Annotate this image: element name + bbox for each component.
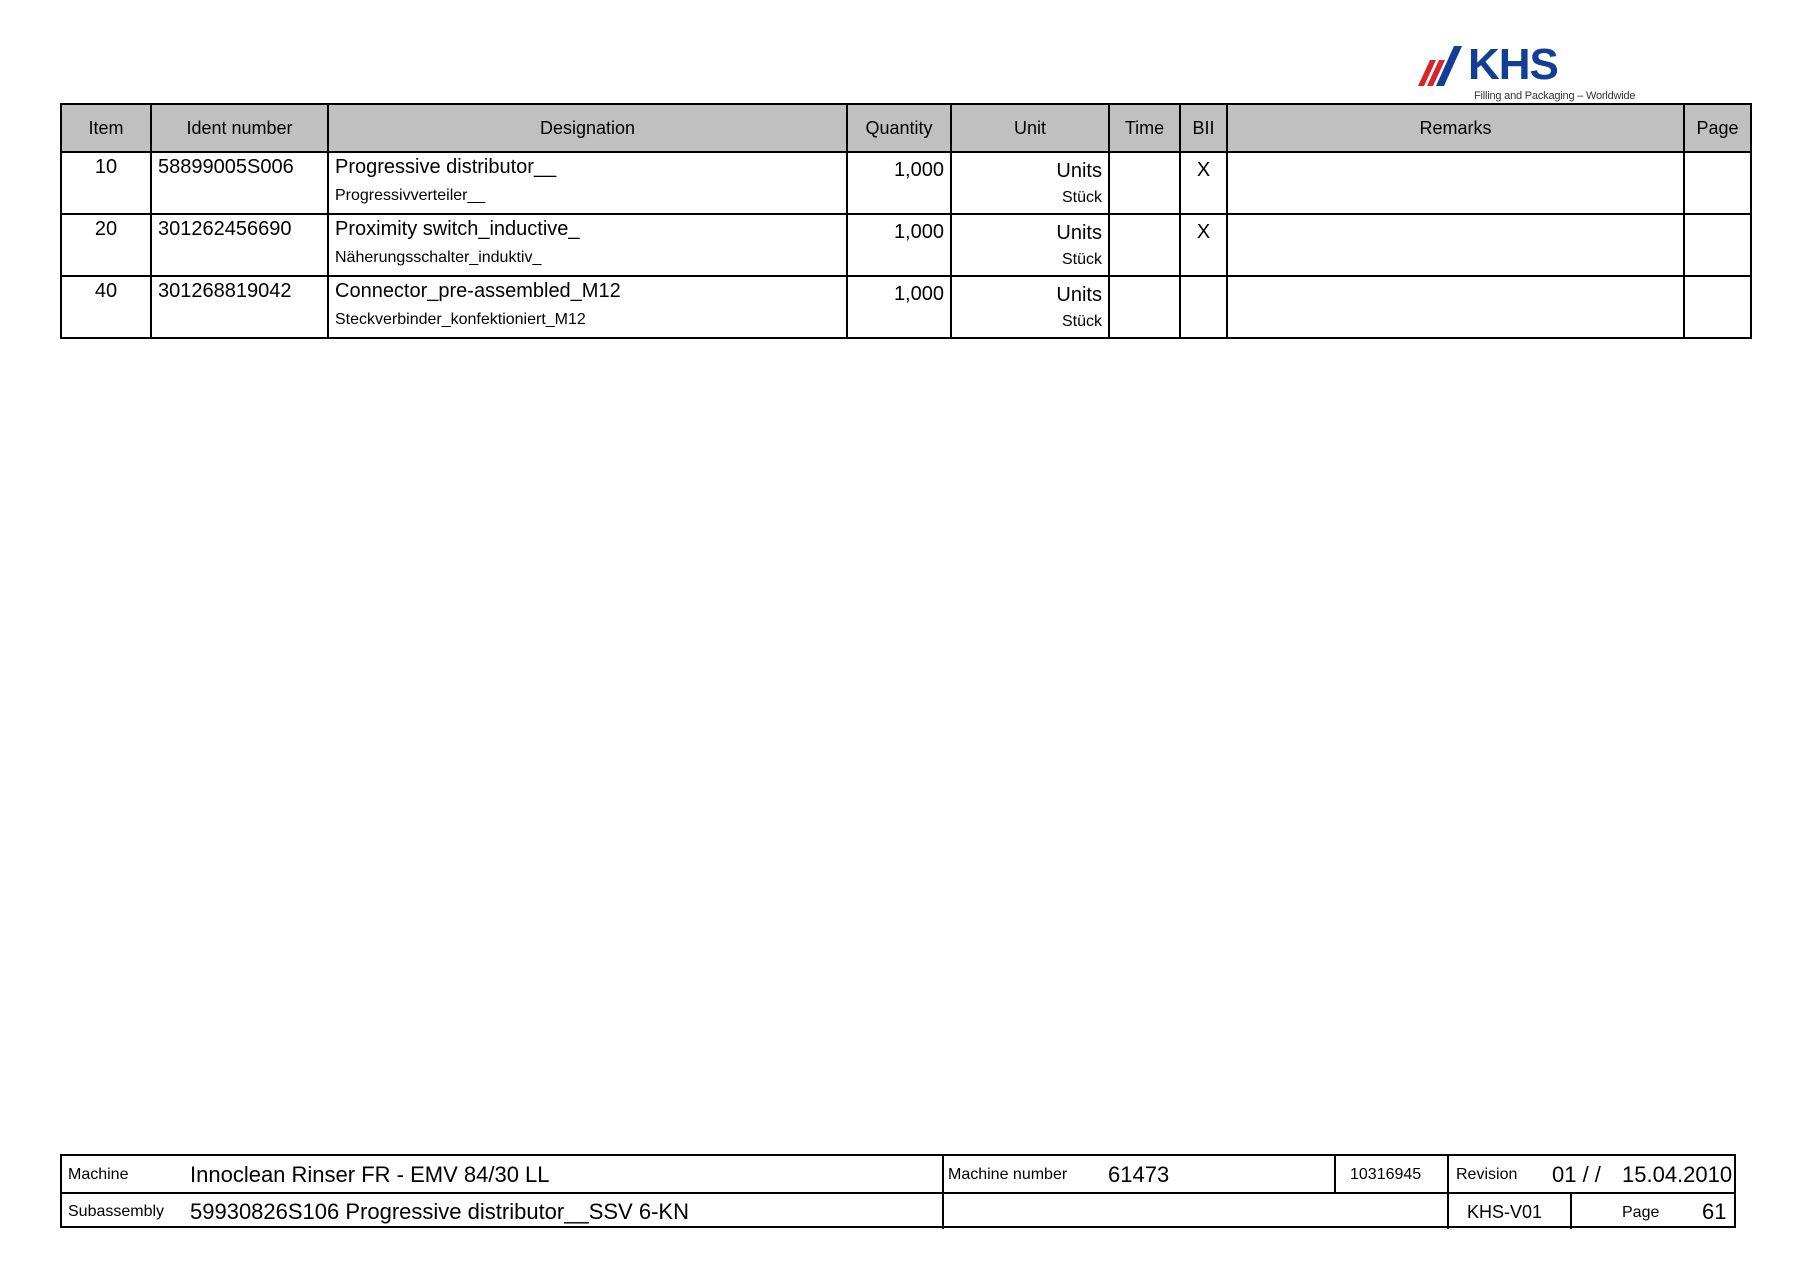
- table-row: [61, 152, 1751, 214]
- time-cell: [1109, 214, 1180, 276]
- logo-wordmark: KHS: [1468, 40, 1558, 89]
- designation-german: Progressivverteiler__: [335, 187, 486, 204]
- page-cell: [1684, 214, 1751, 276]
- designation-cell: [328, 152, 847, 214]
- standard-code: KHS-V01: [1467, 1202, 1543, 1222]
- unit-cell: [951, 214, 1109, 276]
- divider: [1334, 1156, 1336, 1192]
- column-header-time: Time: [1109, 104, 1180, 152]
- logo-tagline: Filling and Packaging – Worldwide: [1474, 90, 1636, 102]
- revision-date: 15.04.2010: [1622, 1162, 1733, 1187]
- khs-logo-mark-icon: [1418, 44, 1468, 86]
- unit-cell: [951, 152, 1109, 214]
- unit-cell: [951, 276, 1109, 338]
- divider: [1447, 1156, 1449, 1192]
- divider: [1570, 1193, 1572, 1229]
- khs-logo: [1418, 38, 1636, 104]
- revision-label: Revision: [1456, 1166, 1518, 1183]
- title-block: [60, 1154, 1736, 1228]
- column-header-ident-number: Ident number: [151, 104, 328, 152]
- column-header-remarks: Remarks: [1227, 104, 1684, 152]
- bii-cell: [1180, 276, 1227, 338]
- item-cell: 20: [61, 214, 151, 276]
- subassembly-label: Subassembly: [68, 1203, 165, 1220]
- divider: [942, 1193, 944, 1229]
- quantity-cell: 1,000: [847, 276, 951, 338]
- page-label: Page: [1622, 1204, 1660, 1221]
- unit-english: Units: [1056, 160, 1102, 182]
- time-cell: [1109, 152, 1180, 214]
- designation-english: Progressive distributor__: [335, 156, 557, 178]
- designation-english: Connector_pre-assembled_M12: [335, 280, 621, 302]
- column-header-quantity: Quantity: [847, 104, 951, 152]
- bii-cell: X: [1180, 214, 1227, 276]
- column-header-page: Page: [1684, 104, 1751, 152]
- time-cell: [1109, 276, 1180, 338]
- machine-value: Innoclean Rinser FR - EMV 84/30 LL: [190, 1162, 550, 1187]
- unit-german: Stück: [1061, 251, 1102, 268]
- designation-cell: [328, 214, 847, 276]
- column-header-bii: BII: [1180, 104, 1227, 152]
- column-header-unit: Unit: [951, 104, 1109, 152]
- item-cell: 40: [61, 276, 151, 338]
- designation-english: Proximity switch_inductive_: [335, 218, 580, 240]
- revision-value: 01 / /: [1552, 1162, 1601, 1187]
- bii-cell: X: [1180, 152, 1227, 214]
- ident-number-cell: 58899005S006: [151, 152, 328, 214]
- remarks-cell: [1227, 152, 1684, 214]
- machine-number-label: Machine number: [948, 1166, 1068, 1183]
- machine-label: Machine: [68, 1166, 129, 1183]
- page-cell: [1684, 152, 1751, 214]
- quantity-cell: 1,000: [847, 214, 951, 276]
- divider: [1447, 1193, 1449, 1229]
- subassembly-value: 59930826S106 Progressive distributor__SSV 6-KN: [190, 1199, 689, 1224]
- item-cell: 10: [61, 152, 151, 214]
- designation-cell: [328, 276, 847, 338]
- designation-german: Steckverbinder_konfektioniert_M12: [335, 311, 586, 328]
- parts-list-table: [60, 103, 1752, 339]
- column-header-designation: Designation: [328, 104, 847, 152]
- title-block-row-machine: [62, 1156, 1734, 1194]
- page-cell: [1684, 276, 1751, 338]
- table-row: [61, 276, 1751, 338]
- machine-number-value: 61473: [1108, 1162, 1170, 1187]
- unit-english: Units: [1056, 284, 1102, 306]
- unit-english: Units: [1056, 222, 1102, 244]
- designation-german: Näherungsschalter_induktiv_: [335, 249, 542, 266]
- remarks-cell: [1227, 276, 1684, 338]
- ident-number-cell: 301262456690: [151, 214, 328, 276]
- table-row: [61, 214, 1751, 276]
- column-header-item: Item: [61, 104, 151, 152]
- page-number: 61: [1702, 1199, 1727, 1224]
- unit-german: Stück: [1061, 189, 1102, 206]
- ident-number-cell: 301268819042: [151, 276, 328, 338]
- title-block-row-subassembly: [62, 1193, 1734, 1229]
- quantity-cell: 1,000: [847, 152, 951, 214]
- table-header-row: [61, 104, 1751, 152]
- document-number: 10316945: [1350, 1166, 1422, 1183]
- remarks-cell: [1227, 214, 1684, 276]
- divider: [942, 1156, 944, 1192]
- unit-german: Stück: [1061, 313, 1102, 330]
